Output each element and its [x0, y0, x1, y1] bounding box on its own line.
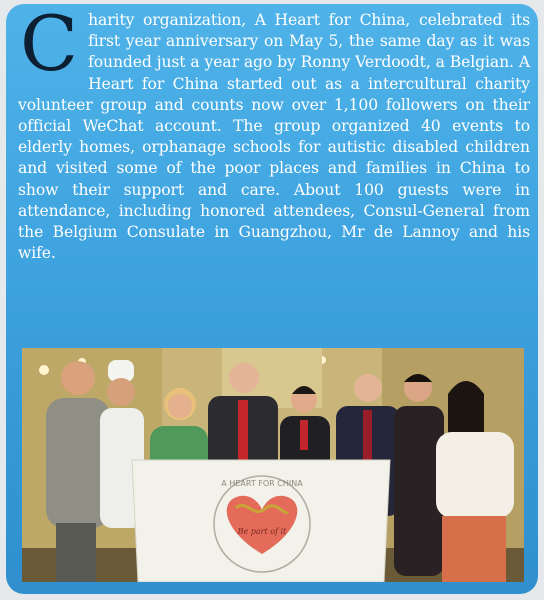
article-text — [18, 4, 530, 264]
drop-cap: C — [20, 4, 79, 88]
ceiling-light-icon — [39, 365, 49, 375]
banner-text: A HEART FOR CHINA — [221, 479, 303, 488]
article-panel — [6, 4, 538, 594]
article-body: harity organization, A Heart for China, celebrated its first year anniversary on May 5, the same day as it was founded just a year ago by Ronny Verdoodt, a Belgian. A Heart for China started out as a intercultural charity volunteer group and counts now over 1,100 followers on their official WeChat account. The group organized 40 events to elderly homes, orphanage schools for autistic disabled children and visited some of the poor places and families in China to show their support and care. About 100 guests were in attendance, including honored attendees, Consul-General from the Belgium Consulate in Guangzhou, Mr de Lannoy and his wife. — [18, 11, 530, 263]
heart-text: Be part of it — [237, 527, 287, 536]
group-photo — [22, 348, 524, 582]
group-photo-illustration — [22, 348, 524, 582]
